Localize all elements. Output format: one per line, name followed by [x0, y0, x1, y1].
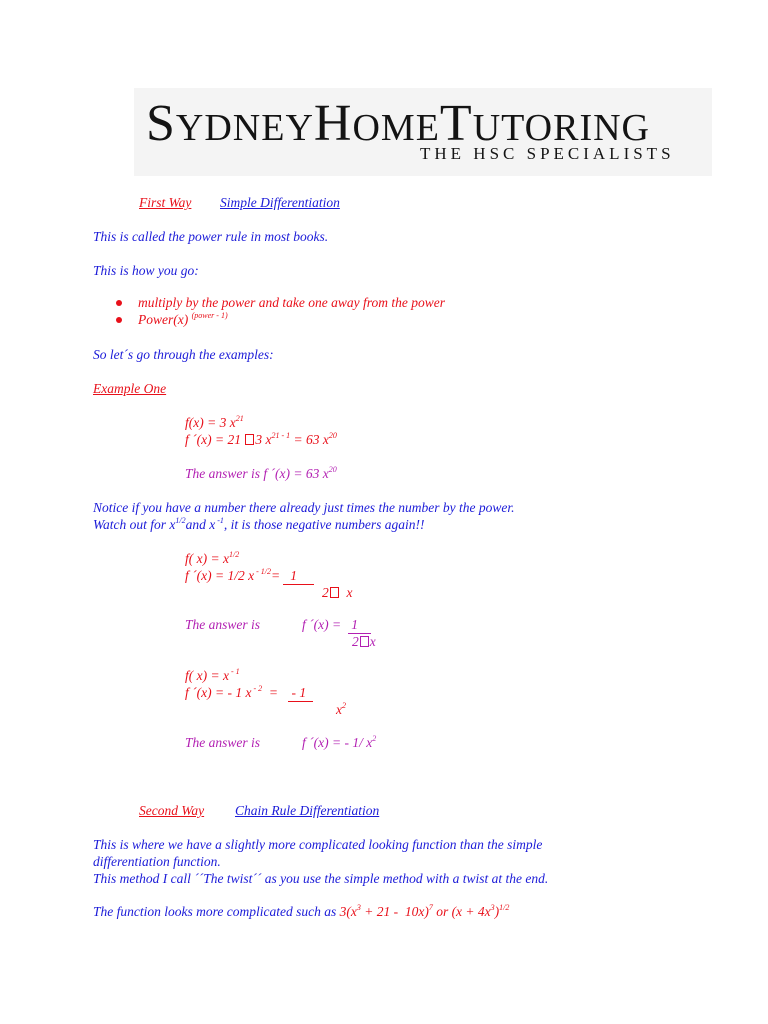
chain-line2: differentiation function. [93, 854, 221, 869]
example-one-heading: Example One [93, 381, 167, 396]
list-item: multiply by the power and take one away from the power [110, 294, 445, 311]
example-two-line1: f( $x) = x^{1/2}$ [185, 550, 240, 566]
section-title-second: Chain Rule Differentiation [235, 803, 380, 818]
chain-line4: The function looks more complicated such as $3(x^3 + 21 - 10x)^7$ or $(x + 4x^3)^{1/2}$ [93, 903, 510, 919]
section-heading-first [139, 195, 191, 211]
notice-line1: Notice if you have a number there already just times the number by the power. [93, 500, 515, 515]
example-two-line2: f ´(x) = 1/2 x $^{- 1/2}$= 1 [185, 567, 314, 583]
example-two-denominator: 2 x [322, 585, 353, 600]
example-two-answer: f ´(x) = 1 [302, 617, 372, 632]
fraction-numerator: 1 [283, 568, 314, 583]
logo-banner [134, 88, 712, 176]
notice-line2: Watch out for $x^{1/2}and$ x $^{-1}$, it is those negative numbers again!! [93, 516, 425, 532]
example-one-line1: f(x) = 3 $x^{21}$ [185, 414, 244, 430]
sqrt-symbol-icon [360, 636, 369, 647]
logo-wordmark: SYDNEYHOMETUTORING [146, 95, 650, 152]
section-heading-second: Second Way [139, 803, 205, 818]
section-label: First Way [139, 195, 192, 210]
example-three-denominator: $x^2$ [336, 701, 346, 717]
example-one-answer: The answer is f ´(x) = 63 $x^{20}$ [185, 465, 337, 481]
chain-line3: This method I call ´´The twist´´ as you use the simple method with a twist at the end. [93, 871, 549, 886]
power-rule-text: This is called the power rule in most books. [93, 229, 329, 244]
example-three-line1: f( x) = x $^{- 1}$ [185, 667, 240, 683]
example-two-answer-denominator: 2 x [352, 634, 376, 649]
section-title-first: Simple Differentiation [220, 195, 340, 210]
rule-bullet-list [110, 294, 445, 328]
how-to-text: This is how you go: [93, 263, 199, 278]
multiply-symbol-icon [245, 434, 254, 445]
example-one-line2: f ´(x) = 21 3 $x^{21 - 1} = 63$ $x^{20}$ [185, 431, 337, 447]
fraction-numerator: - 1 [288, 685, 313, 700]
example-three-line2: f ´(x) = - 1 x $^{- 2}$ = - 1 [185, 684, 313, 700]
sqrt-symbol-icon [330, 587, 339, 598]
logo-tagline: THE HSC SPECIALISTS [420, 144, 675, 163]
example-two-answer-label: The answer is [185, 617, 261, 632]
list-item: Power(x) $^{(power - 1)}$ [110, 311, 445, 328]
examples-intro-text: So let´s go through the examples: [93, 347, 274, 362]
example-three-answer-label: The answer is [185, 735, 261, 750]
chain-line1: This is where we have a slightly more complicated looking function than the simple [93, 837, 543, 852]
example-three-answer: f ´(x) = - 1/ $x^2$ [302, 734, 377, 750]
chain-example-expression: $3(x^3 + 21 - 10x)^7$ or $(x + 4x^3)^{1/2}$ [339, 903, 510, 919]
